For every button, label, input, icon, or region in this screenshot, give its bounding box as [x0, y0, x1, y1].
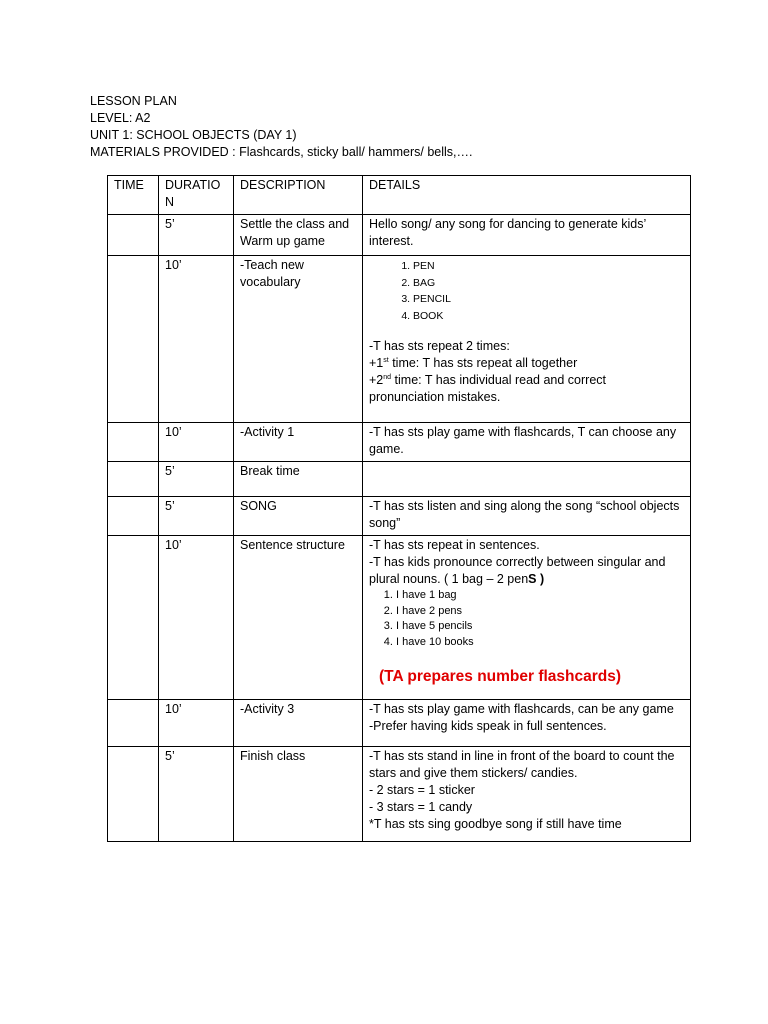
finish-line: - 3 stars = 1 candy [369, 800, 473, 814]
list-item: 4. I have 10 books [396, 635, 684, 651]
finish-line: - 2 stars = 1 sticker [369, 783, 475, 797]
first-time-instruction: +1st time: T has sts repeat all together [369, 356, 578, 370]
header-duration: DURATION [159, 176, 234, 215]
unit-line: UNIT 1: SCHOOL OBJECTS (DAY 1) [90, 128, 297, 142]
duration-cell: 10’ [159, 256, 234, 423]
time-cell [108, 536, 159, 700]
table-row [108, 497, 691, 536]
table-header-row [108, 176, 691, 215]
table-row [108, 215, 691, 256]
time-cell [108, 700, 159, 747]
finish-line: *T has sts sing goodbye song if still have time [369, 817, 622, 831]
header-time: TIME [108, 176, 159, 215]
activity-line: -Prefer having kids speak in full sentences. [369, 719, 607, 733]
description-cell: Break time [234, 462, 363, 497]
list-item: 1. I have 1 bag [396, 588, 684, 604]
activity-line: -T has sts play game with flashcards, can be any game [369, 702, 674, 716]
table-row [108, 462, 691, 497]
document-header [90, 93, 473, 161]
details-cell [363, 462, 691, 497]
table-row [108, 536, 691, 700]
description-cell: -Activity 3 [234, 700, 363, 747]
time-cell [108, 747, 159, 842]
materials-line: MATERIALS PROVIDED : Flashcards, sticky ball/ hammers/ bells,…. [90, 145, 473, 159]
header-details: DETAILS [363, 176, 691, 215]
details-cell: -T has sts listen and sing along the song “school objects song” [363, 497, 691, 536]
list-item: 2. BAG [413, 275, 684, 292]
description-cell: Finish class [234, 747, 363, 842]
list-item: 1. PEN [413, 258, 684, 275]
details-cell: -T has sts play game with flashcards, T can choose any game. [363, 423, 691, 462]
sentence-list [369, 588, 684, 650]
table-row [108, 700, 691, 747]
time-cell [108, 215, 159, 256]
list-item: 3. PENCIL [413, 291, 684, 308]
description-cell: SONG [234, 497, 363, 536]
ta-note: (TA prepares number flashcards) [379, 668, 622, 685]
table-row [108, 423, 691, 462]
time-cell [108, 462, 159, 497]
second-time-instruction: +2nd time: T has individual read and correct pronunciation mistakes. [369, 373, 606, 404]
finish-line: -T has sts stand in line in front of the board to count the stars and give them stickers/ candies. [369, 749, 675, 780]
description-cell: Settle the class and Warm up game [234, 215, 363, 256]
description-cell: Sentence structure [234, 536, 363, 700]
duration-cell: 10’ [159, 423, 234, 462]
details-cell [363, 700, 691, 747]
details-cell [363, 536, 691, 700]
details-cell: Hello song/ any song for dancing to generate kids’ interest. [363, 215, 691, 256]
time-cell [108, 497, 159, 536]
header-description: DESCRIPTION [234, 176, 363, 215]
duration-cell: 5’ [159, 215, 234, 256]
lesson-plan-table [107, 175, 691, 842]
details-cell [363, 747, 691, 842]
description-cell: -Teach new vocabulary [234, 256, 363, 423]
repeat-sentences-line: -T has sts repeat in sentences. [369, 538, 540, 552]
list-item: 4. BOOK [413, 308, 684, 325]
description-cell: -Activity 1 [234, 423, 363, 462]
duration-cell: 5’ [159, 497, 234, 536]
time-cell [108, 423, 159, 462]
duration-cell: 10’ [159, 700, 234, 747]
repeat-instruction: -T has sts repeat 2 times: [369, 339, 510, 353]
table-row [108, 256, 691, 423]
table-row [108, 747, 691, 842]
list-item: 3. I have 5 pencils [396, 619, 684, 635]
list-item: 2. I have 2 pens [396, 604, 684, 620]
pronounce-line: -T has kids pronounce correctly between singular and plural nouns. ( 1 bag – 2 penS ) [369, 555, 666, 586]
details-cell [363, 256, 691, 423]
duration-cell: 10’ [159, 536, 234, 700]
level-line: LEVEL: A2 [90, 111, 151, 125]
duration-cell: 5’ [159, 747, 234, 842]
vocabulary-list [369, 258, 684, 324]
time-cell [108, 256, 159, 423]
duration-cell: 5’ [159, 462, 234, 497]
doc-title: LESSON PLAN [90, 94, 177, 108]
